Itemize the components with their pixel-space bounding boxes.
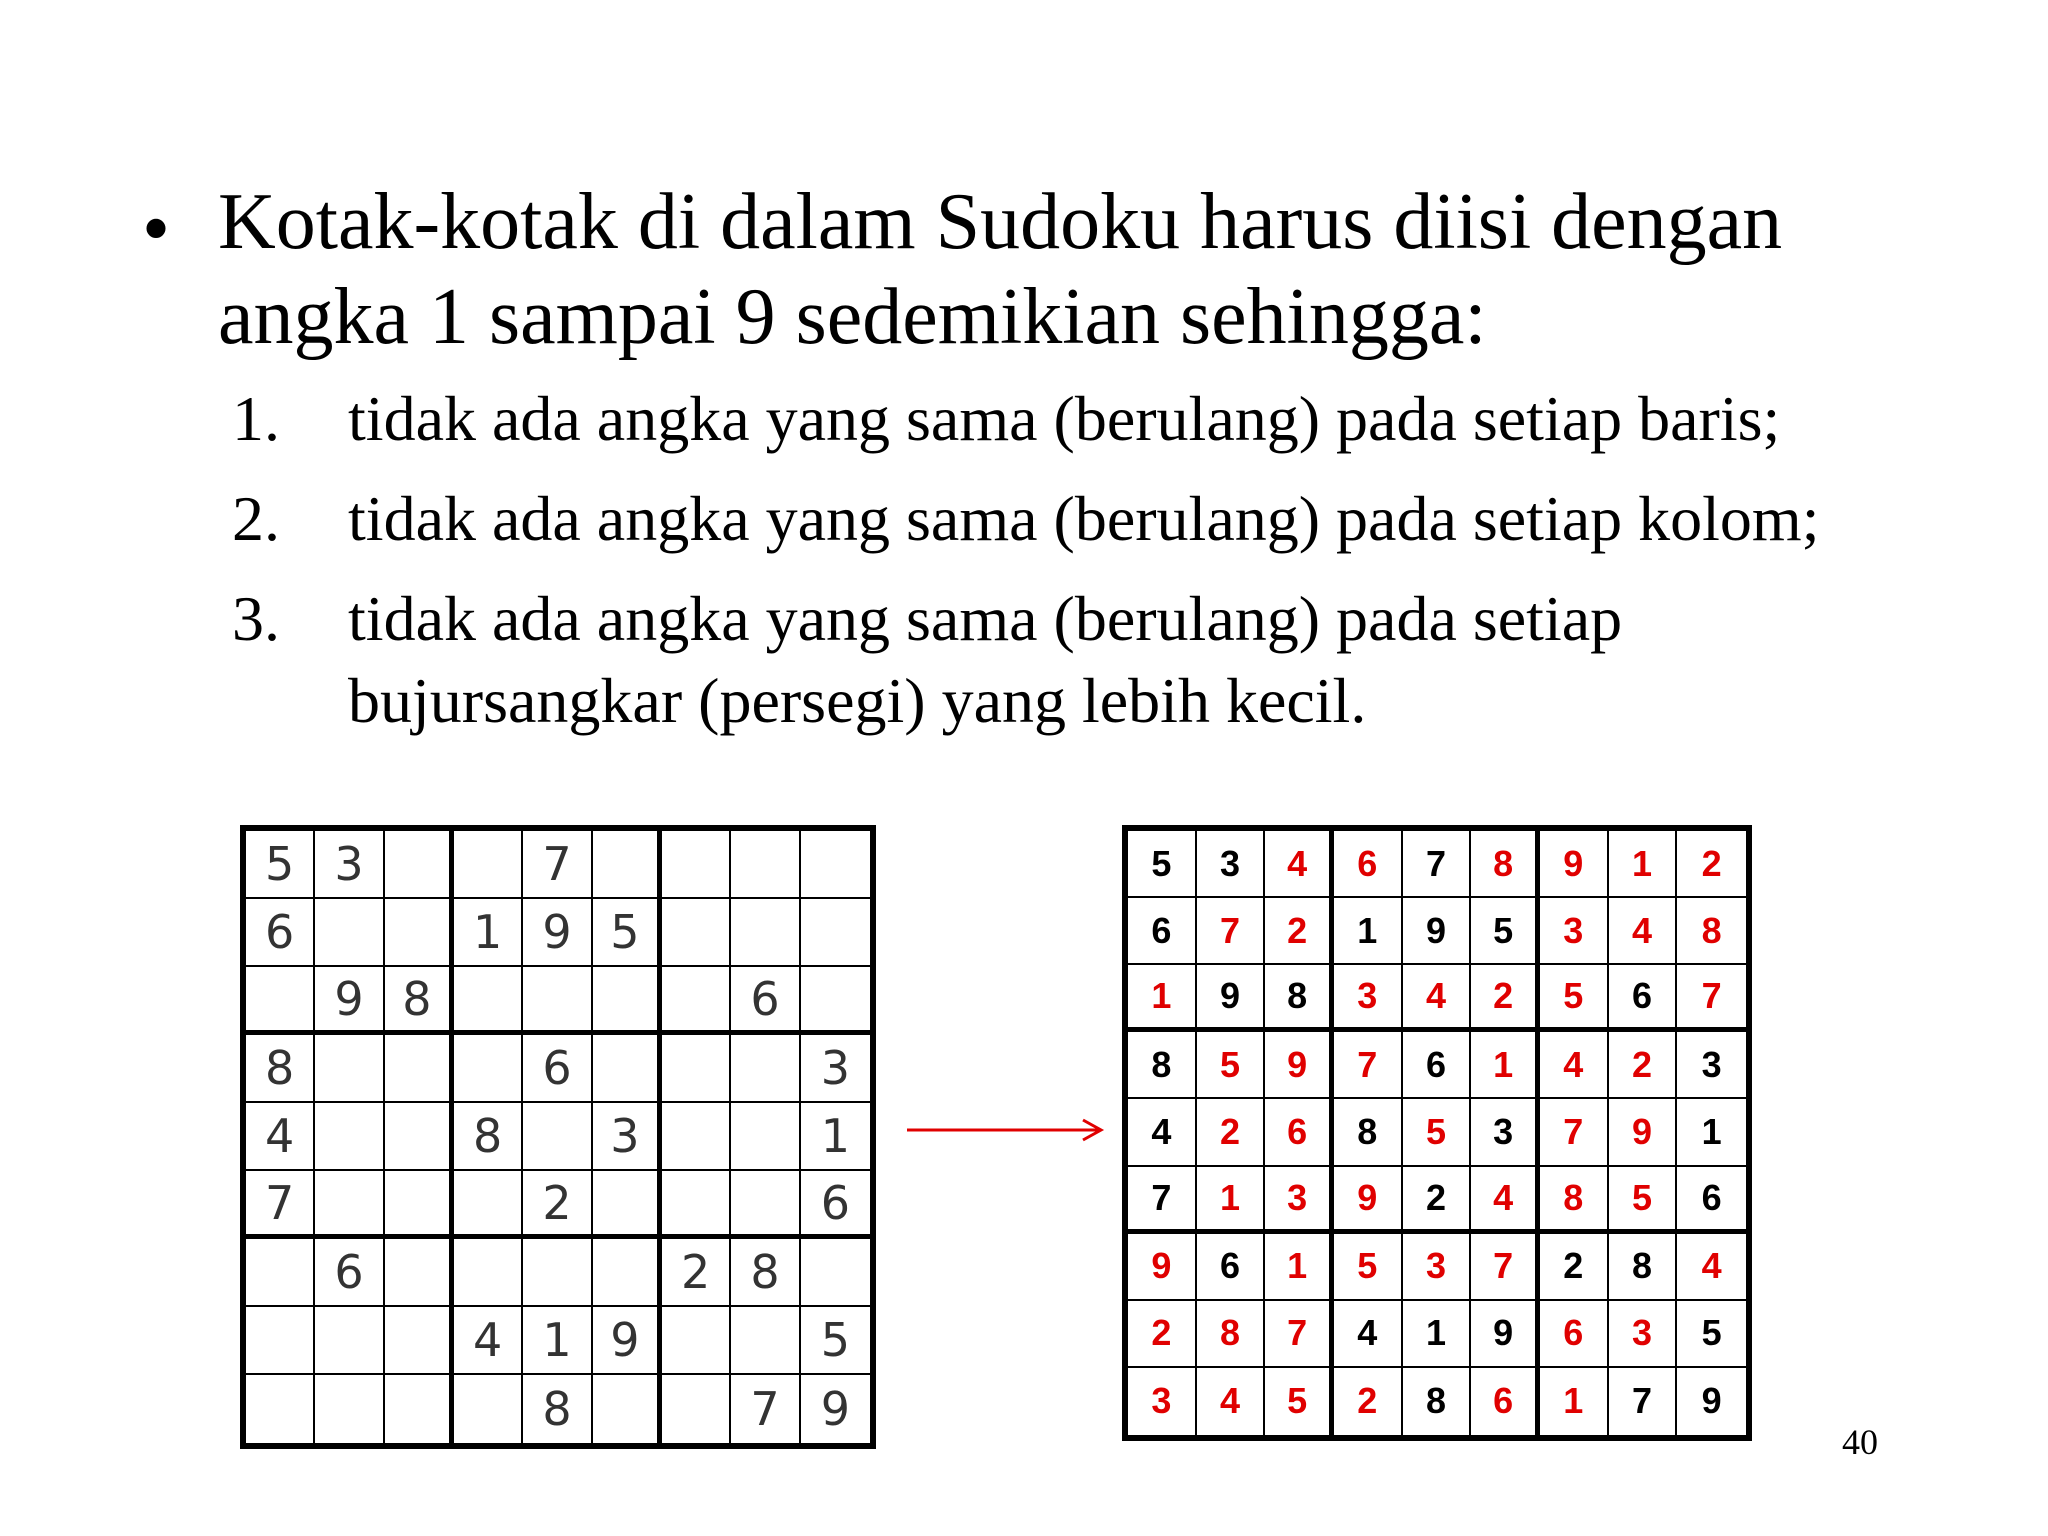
solution-cell: 6 [1403, 1032, 1472, 1099]
puzzle-cell [454, 1239, 523, 1307]
solution-cell: 9 [1471, 1301, 1540, 1368]
puzzle-cell [315, 899, 384, 967]
puzzle-cell: 3 [801, 1035, 870, 1103]
puzzle-cell [315, 1307, 384, 1375]
puzzle-cell [246, 967, 315, 1035]
puzzle-cell: 2 [662, 1239, 731, 1307]
puzzle-cell: 4 [246, 1103, 315, 1171]
puzzle-cell: 6 [246, 899, 315, 967]
puzzle-cell: 9 [820, 1382, 850, 1436]
solution-cell: 2 [1403, 1167, 1472, 1234]
solution-cell: 7 [1540, 1099, 1609, 1166]
solution-cell: 1 [1540, 1368, 1609, 1435]
puzzle-cell [801, 831, 870, 899]
solution-cell: 3 [1128, 1368, 1197, 1435]
solution-cell: 1 [1265, 1234, 1334, 1301]
solution-cell: 9 [1540, 831, 1609, 898]
puzzle-cell: 7 [246, 1171, 315, 1239]
solution-cell: 9 [1197, 965, 1266, 1032]
solution-cell: 6 [1677, 1167, 1746, 1234]
solution-cell: 6 [1197, 1234, 1266, 1301]
solution-cell: 4 [1334, 1301, 1403, 1368]
puzzle-cell [385, 1171, 454, 1239]
solution-cell: 2 [1265, 898, 1334, 965]
solution-cell: 9 [1128, 1234, 1197, 1301]
solution-cell: 1 [1128, 965, 1197, 1032]
solution-cell: 6 [1540, 1301, 1609, 1368]
puzzle-cell: 9 [523, 899, 592, 967]
puzzle-cell: 8 [454, 1103, 523, 1171]
puzzle-cell: 3 [315, 831, 384, 899]
puzzle-cell [246, 1375, 315, 1443]
puzzle-cell [246, 1239, 315, 1307]
puzzle-cell: 8 [731, 1239, 800, 1307]
puzzle-cell [662, 1375, 731, 1443]
solution-cell: 5 [1265, 1368, 1334, 1435]
solution-cell: 8 [1471, 831, 1540, 898]
sudoku-puzzle-grid [240, 825, 876, 1449]
solution-cell: 4 [1265, 831, 1334, 898]
puzzle-cell: 8 [385, 967, 454, 1035]
puzzle-cell: 1 [523, 1307, 592, 1375]
bullet-text-line-2: angka 1 sampai 9 sedemikian sehingga: [218, 273, 1487, 361]
solution-cell: 4 [1677, 1234, 1746, 1301]
solution-cell: 1 [1403, 1301, 1472, 1368]
rule-1-number: 1. [232, 383, 280, 454]
sudoku-solution-grid [1122, 825, 1752, 1441]
solution-cell: 7 [1265, 1301, 1334, 1368]
puzzle-cell: 7 [523, 831, 592, 899]
solution-cell: 3 [1265, 1167, 1334, 1234]
puzzle-cell [315, 1103, 384, 1171]
solution-cell: 4 [1197, 1368, 1266, 1435]
solution-cell: 8 [1403, 1368, 1472, 1435]
puzzle-cell: 8 [246, 1035, 315, 1103]
puzzle-cell: 8 [523, 1375, 592, 1443]
puzzle-cell [385, 1035, 454, 1103]
puzzle-cell [315, 1375, 384, 1443]
puzzle-cell [662, 831, 731, 899]
puzzle-cell [315, 1171, 384, 1239]
puzzle-cell [662, 899, 731, 967]
puzzle-cell [731, 1103, 800, 1171]
puzzle-cell [454, 1171, 523, 1239]
puzzle-cell [454, 1375, 523, 1443]
puzzle-cell [454, 831, 523, 899]
puzzle-cell [801, 967, 870, 1035]
solution-cell: 7 [1471, 1234, 1540, 1301]
puzzle-cell [662, 1171, 731, 1239]
puzzle-cell [801, 899, 870, 967]
solution-cell: 8 [1197, 1301, 1266, 1368]
solution-cell: 1 [1334, 898, 1403, 965]
solution-cell: 6 [1334, 831, 1403, 898]
solution-cell: 2 [1334, 1368, 1403, 1435]
puzzle-cell: 6 [801, 1171, 870, 1239]
solution-cell: 3 [1197, 831, 1266, 898]
solution-cell: 2 [1128, 1301, 1197, 1368]
puzzle-cell [385, 1375, 454, 1443]
solution-cell: 1 [1677, 1099, 1746, 1166]
solution-cell: 1 [1197, 1167, 1266, 1234]
solution-cell: 4 [1128, 1099, 1197, 1166]
solution-cell: 2 [1609, 1032, 1678, 1099]
puzzle-cell [385, 899, 454, 967]
puzzle-cell [731, 831, 800, 899]
solution-cell: 9 [1701, 1380, 1722, 1422]
puzzle-cell [662, 1103, 731, 1171]
puzzle-cell: 1 [454, 899, 523, 967]
solution-cell: 8 [1540, 1167, 1609, 1234]
puzzle-cell [246, 1307, 315, 1375]
solution-cell: 8 [1265, 965, 1334, 1032]
puzzle-cell [731, 1171, 800, 1239]
solution-cell: 8 [1334, 1099, 1403, 1166]
puzzle-cell [385, 1307, 454, 1375]
solution-cell: 2 [1197, 1099, 1266, 1166]
solution-cell: 7 [1128, 1167, 1197, 1234]
solution-cell: 6 [1609, 965, 1678, 1032]
bullet-dot: • [142, 185, 171, 273]
solution-cell: 7 [1334, 1032, 1403, 1099]
puzzle-cell [593, 831, 662, 899]
solution-cell: 1 [1471, 1032, 1540, 1099]
puzzle-cell [523, 967, 592, 1035]
puzzle-cell: 1 [801, 1103, 870, 1171]
puzzle-cell: 5 [801, 1307, 870, 1375]
solution-cell: 5 [1540, 965, 1609, 1032]
solution-cell: 7 [1197, 898, 1266, 965]
puzzle-cell [593, 967, 662, 1035]
puzzle-cell [385, 1103, 454, 1171]
puzzle-cell [593, 1035, 662, 1103]
puzzle-cell [662, 967, 731, 1035]
puzzle-cell [454, 967, 523, 1035]
puzzle-cell: 7 [731, 1375, 800, 1443]
puzzle-cell [593, 1239, 662, 1307]
solution-cell: 5 [1334, 1234, 1403, 1301]
puzzle-cell [731, 1035, 800, 1103]
solution-cell: 8 [1609, 1234, 1678, 1301]
rule-2-number: 2. [232, 483, 280, 554]
puzzle-cell [662, 1035, 731, 1103]
solution-cell: 2 [1471, 965, 1540, 1032]
puzzle-cell: 3 [593, 1103, 662, 1171]
solution-cell: 4 [1540, 1032, 1609, 1099]
puzzle-cell [454, 1035, 523, 1103]
solution-cell: 5 [1197, 1032, 1266, 1099]
solution-cell: 4 [1471, 1167, 1540, 1234]
puzzle-cell: 6 [731, 967, 800, 1035]
solution-cell: 5 [1471, 898, 1540, 965]
puzzle-cell [523, 1239, 592, 1307]
rule-2-text: tidak ada angka yang sama (berulang) pada setiap kolom; [348, 483, 1820, 554]
puzzle-cell [801, 1239, 870, 1307]
puzzle-cell [593, 1171, 662, 1239]
solution-cell: 4 [1609, 898, 1678, 965]
solution-cell: 3 [1677, 1032, 1746, 1099]
solution-cell: 8 [1677, 898, 1746, 965]
solution-cell: 5 [1403, 1099, 1472, 1166]
puzzle-cell [662, 1307, 731, 1375]
rule-3-text-line-1: tidak ada angka yang sama (berulang) pada setiap [348, 583, 1623, 654]
solution-cell: 9 [1265, 1032, 1334, 1099]
solution-cell: 9 [1403, 898, 1472, 965]
puzzle-cell [523, 1103, 592, 1171]
solution-cell: 6 [1471, 1368, 1540, 1435]
solution-cell: 6 [1265, 1099, 1334, 1166]
puzzle-cell: 5 [246, 831, 315, 899]
bullet-text-line-1: Kotak-kotak di dalam Sudoku harus diisi dengan [218, 178, 1783, 266]
puzzle-cell [385, 831, 454, 899]
solution-cell: 3 [1540, 898, 1609, 965]
puzzle-cell [385, 1239, 454, 1307]
solution-cell: 3 [1609, 1301, 1678, 1368]
puzzle-cell: 9 [315, 967, 384, 1035]
puzzle-cell: 6 [315, 1239, 384, 1307]
right-arrow-icon [905, 1115, 1105, 1145]
puzzle-cell [731, 1307, 800, 1375]
puzzle-cell [593, 1375, 662, 1443]
solution-cell: 3 [1403, 1234, 1472, 1301]
solution-cell: 3 [1471, 1099, 1540, 1166]
puzzle-cell: 2 [523, 1171, 592, 1239]
solution-cell: 2 [1540, 1234, 1609, 1301]
solution-cell: 7 [1609, 1368, 1678, 1435]
solution-cell: 5 [1128, 831, 1197, 898]
solution-cell: 1 [1609, 831, 1678, 898]
rule-3-text-line-2: bujursangkar (persegi) yang lebih kecil. [348, 665, 1367, 736]
rule-3-number: 3. [232, 583, 280, 654]
rule-1-text: tidak ada angka yang sama (berulang) pada setiap baris; [348, 383, 1781, 454]
solution-cell: 7 [1403, 831, 1472, 898]
solution-cell: 7 [1677, 965, 1746, 1032]
solution-cell: 9 [1334, 1167, 1403, 1234]
solution-cell: 2 [1677, 831, 1746, 898]
solution-cell: 4 [1403, 965, 1472, 1032]
solution-cell: 5 [1677, 1301, 1746, 1368]
solution-cell: 3 [1334, 965, 1403, 1032]
solution-cell: 5 [1609, 1167, 1678, 1234]
solution-cell: 6 [1128, 898, 1197, 965]
puzzle-cell [315, 1035, 384, 1103]
puzzle-cell: 6 [523, 1035, 592, 1103]
puzzle-cell: 4 [454, 1307, 523, 1375]
page-number: 40 [1842, 1422, 1878, 1462]
solution-cell: 9 [1609, 1099, 1678, 1166]
puzzle-cell [731, 899, 800, 967]
puzzle-cell: 9 [593, 1307, 662, 1375]
puzzle-cell: 5 [593, 899, 662, 967]
solution-cell: 8 [1128, 1032, 1197, 1099]
